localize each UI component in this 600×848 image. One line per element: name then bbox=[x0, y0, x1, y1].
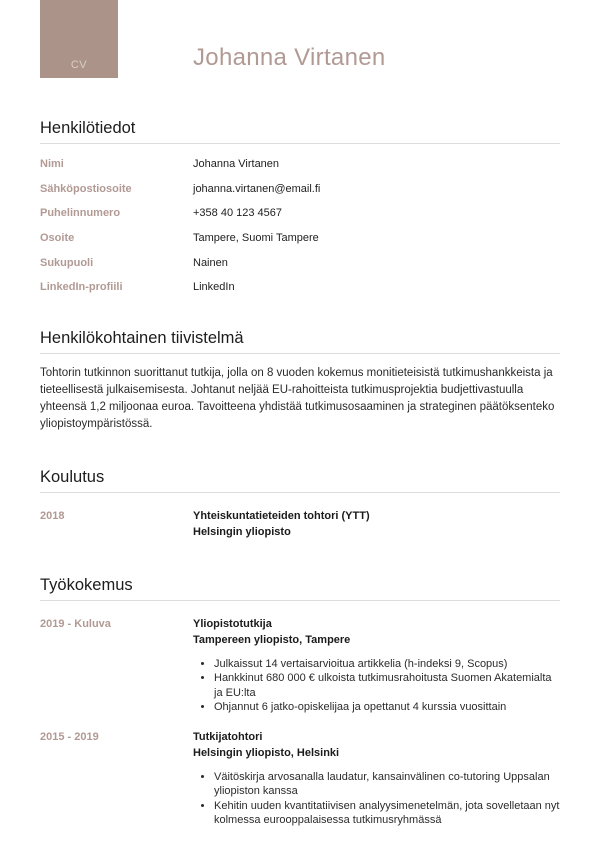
info-label: Sukupuoli bbox=[40, 256, 94, 269]
info-row-name bbox=[40, 158, 560, 171]
degree-title: Yhteiskuntatieteiden tohtori (YTT) bbox=[193, 509, 370, 522]
experience-entry-body bbox=[193, 616, 560, 715]
info-value: +358 40 123 4567 bbox=[193, 207, 283, 220]
achievement-item: • Julkaissut 14 vertaisarvioitua artikkelia (h-indeksi 9, Scopus) bbox=[214, 657, 560, 672]
section-title-education: Koulutus bbox=[40, 467, 560, 493]
info-row-linkedin bbox=[40, 281, 560, 294]
experience-period: 2019 - Kuluva bbox=[40, 617, 111, 630]
section-title-experience: Työkokemus bbox=[40, 575, 560, 601]
education-period: 2018 bbox=[40, 509, 65, 522]
summary-paragraph: Tohtorin tutkinnon suorittanut tutkija, jolla on 8 vuoden kokemus monitieteisistä tutkimushankkeista ja tieteellisestä julkaisemisesta. Johtanut neljää EU-rahoitteista tutkimusprojektia budjettivastuulla yhteensä 1,2 miljoonaa euroa. Tavoitteena yhdistää tutkimusosaaminen ja strateginen päätöksenteko yliopistoympäristössä. bbox=[40, 366, 555, 430]
info-value: Tampere, Suomi Tampere bbox=[193, 231, 319, 244]
experience-entry-body bbox=[193, 729, 560, 828]
info-value: johanna.virtanen@email.fi bbox=[193, 182, 321, 195]
job-title: Tutkijatohtori bbox=[193, 730, 263, 743]
info-label: Puhelinnumero bbox=[40, 207, 121, 220]
info-label: Sähköpostiosoite bbox=[40, 182, 132, 195]
personal-info-rows bbox=[40, 158, 560, 294]
cv-badge-label: CV bbox=[70, 59, 88, 71]
info-row-email bbox=[40, 183, 560, 196]
section-title-personal-info: Henkilötiedot bbox=[40, 118, 560, 144]
info-label: Nimi bbox=[40, 158, 64, 170]
achievement-list bbox=[193, 657, 560, 715]
document-body bbox=[0, 118, 600, 828]
job-organization: Tampereen yliopisto, Tampere bbox=[193, 634, 351, 647]
info-row-phone bbox=[40, 207, 560, 220]
achievement-item: • Väitöskirja arvosanalla laudatur, kansainvälinen co-tutoring Uppsalan yliopiston kanssa bbox=[214, 770, 560, 799]
education-institution: Helsingin yliopisto bbox=[193, 526, 291, 539]
info-value: Nainen bbox=[193, 256, 228, 269]
achievement-item: • Ohjannut 6 jatko-opiskelijaa ja opettanut 4 kurssia vuosittain bbox=[214, 700, 560, 715]
achievement-item: • Hankkinut 680 000 € ulkoista tutkimusrahoitusta Suomen Akatemialta ja EU:lta bbox=[214, 671, 560, 700]
achievement-list bbox=[193, 770, 560, 828]
info-row-address bbox=[40, 232, 560, 245]
cv-badge bbox=[40, 0, 118, 78]
education-entry bbox=[40, 508, 560, 541]
info-label: LinkedIn-profiili bbox=[40, 281, 123, 294]
job-title: Yliopistotutkija bbox=[193, 617, 272, 630]
info-label: Osoite bbox=[40, 231, 75, 244]
achievement-item: • Kehitin uuden kvantitatiivisen analyysimenetelmän, jota sovelletaan nyt kolmessa eurooppalaisessa tutkimusryhmässä bbox=[214, 799, 560, 828]
education-entry-body bbox=[193, 508, 560, 541]
experience-entry bbox=[40, 616, 560, 715]
info-value: Johanna Virtanen bbox=[193, 158, 280, 170]
info-row-gender bbox=[40, 257, 560, 270]
document-header bbox=[40, 0, 560, 78]
experience-period: 2015 - 2019 bbox=[40, 730, 99, 743]
job-organization: Helsingin yliopisto, Helsinki bbox=[193, 747, 340, 760]
section-title-summary: Henkilökohtainen tiivistelmä bbox=[40, 328, 560, 354]
info-value: LinkedIn bbox=[193, 281, 235, 294]
experience-entry bbox=[40, 729, 560, 828]
page-title: Johanna Virtanen bbox=[193, 44, 386, 71]
